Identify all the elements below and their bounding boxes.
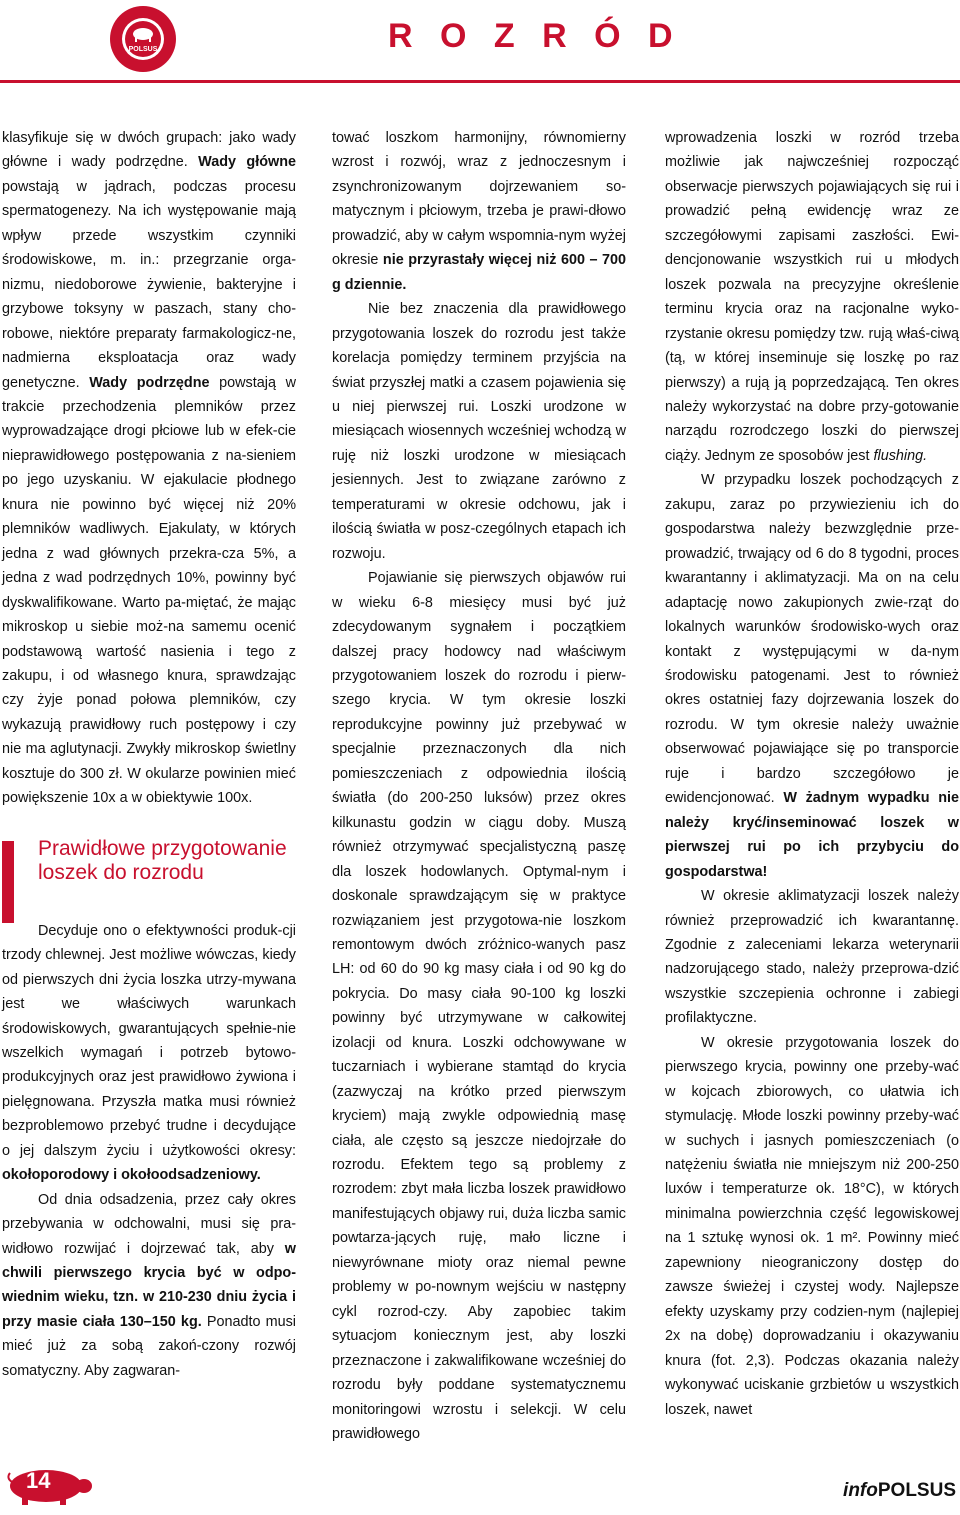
- column-2: [332, 126, 626, 1446]
- section-heading-block: [2, 837, 296, 885]
- col1-paragraph-3: Od dnia odsadzenia, przez cały okres przebywania w odchowalni, musi się pra-widłowo rozwijać i dojrzewać tak, aby w chwili pierwszego krycia być w odpo-wiednim wieku, tzn. w 210-230 dniu życia i przy masie ciała 130–150 kg. Ponadto musi mieć już za sobą zakoń-czony rozwój somatyczny. Aby zagwaran-: [2, 1191, 296, 1379]
- column-3: [665, 126, 959, 1422]
- footer-brand: [843, 1480, 956, 1502]
- logo-text: POLSUS: [128, 46, 158, 53]
- col2-paragraph-3: Pojawianie się pierwszych objawów rui w wieku 6-8 miesięcy musi być już zdecydowanym sygnałem i początkiem dalszej pracy hodowcy nad właściwym przygotowaniem loszek do rozrodu i pierw-szego krycia. W tym okresie loszki reprodukcyjne powinny już przebywać w specjalnie przeznaczonych dla nich pomieszczeniach z odpowiednia ilością światła (do 200-250 luksów) przez okres kilkunastu godzin w ciągu doby. Muszą również otrzymywać specjalistyczną paszę dla loszek hodowlanych. Optymal-nym i doskonale sprawdzającym się w praktyce rozwiązaniem jest przygotowa-nie loszkom remontowym dwóch zróżnico-wanych pasz LH: od 60 do 90 kg masy ciała i od 90 kg do pokrycia. Do masy ciała 90-100 kg loszki powinny być utrzymywane w całkowitej izolacji od knura. Loszki odchowywane w tuczarniach i wybierane stamtąd do krycia (zazwyczaj na krótko przed pierwszym kryciem) mają zwykle odpowiednią masę ciała, ale często są jeszcze niedojrzałe do rozrodu. Efektem tego są problemy z rozrodem: zbyt mała liczba loszek prawidłowo manifestujących objawy rui, duża liczba samic powtarza-jących ruję, mało liczne i niewyrównane mioty oraz niemal pewne problemy w po-nownym wejściu w następny cykl rozrod-czy. Aby zapobiec takim sytuacjom koniecznym jest, aby loszki przeznaczone i zakwalifikowane wcześniej do rozrodu były poddane systematycznemu monitoringowi wzrostu i selekcji. W celu prawidłowego: [332, 570, 626, 1443]
- page-header: [0, 0, 960, 76]
- col2-paragraph-2: Nie bez znaczenia dla prawidłowego przygotowania loszek do rozrodu jest także korelacja pomiędzy terminem przyjścia na świat przyszłej matki a czasem pojawienia się u niej pierwszej rui. Loszki urodzone w miesiącach wiosennych wcześniej wchodzą w ruję niż loszki urodzone w miesiącach jesiennych. Jest to związane zarówno z temperaturami w okresie odchowu, jak i ilością światła w posz-czególnych etapach ich rozwoju.: [332, 301, 626, 562]
- col3-paragraph-3: W okresie aklimatyzacji loszek należy również przeprowadzić ich kwarantannę. Zgodnie z zaleceniami lekarza weterynarii nadzorującego stado, należy przeprowa-dzić wszystkie szczepienia ochronne i zabiegi profilaktyczne.: [665, 888, 959, 1027]
- section-heading: Prawidłowe przygotowanie loszek do rozrodu: [38, 836, 287, 884]
- col3-paragraph-2: W przypadku loszek pochodzących z zakupu, zaraz po przywiezieniu ich do gospodarstwa należy bezwzględnie prze-prowadzić, trwający od 6 do 8 tygodni, proces kwarantanny i aklimatyzacji. Ma on na celu adaptację nowo zakupionych zwie-rząt do lokalnych warunków środowisko-wych oraz kontakt z występującymi w da-nym środowisku patogenami. Jest to również okres ostatniej fazy dojrzewania loszek do rozrodu. W tym okresie należy uważnie obserwować pojawiające się po transporcie ruje i bardzo szczegółowo je ewidencjonować. W żadnym wypadku nie należy kryć/inseminować loszek w pierwszej rui po ich przybyciu do gospodarstwa!: [665, 472, 959, 880]
- page-number: 14: [26, 1468, 51, 1493]
- col1-paragraph-2: Decyduje ono o efektywności produk-cji trzody chlewnej. Jest możliwe wówczas, kiedy od pierwszych dni życia loszka utrzy-mywana jest we właściwych warunkach środowiskowych, gwarantujących spełnie-nie wszelkich wymagań i potrzeb bytowo-produkcyjnych oraz jest prawidłowo żywiona i pielęgnowana. Przyszła matka musi również bezproblemowo przebyć trudne i decydujące o jej dalszym życiu i użytkowości okresy: okołoporodowy i okołoodsadzeniowy.: [2, 922, 296, 1184]
- brand-name: POLSUS: [877, 1480, 956, 1501]
- col3-paragraph-1: wprowadzenia loszki w rozród trzeba możliwie jak najwcześniej rozpocząć obserwacje pierwszych pojawiających się rui i prowadzić pełną ewidencję wraz ze szczegółowymi zapisami zaszłości. Ewi-dencjonowanie wszystkich rui u młodych loszek pozwala na precyzyjne określenie terminu krycia oraz na racjonalne wyko-rzystanie okresu pomiędzy tzw. rują właś-ciwą (tą, w której inseminuje się loszkę po raz pierwszy) a rują ją poprzedzającą. Ten okres należy wykorzystać na dobre przy-gotowanie narządu rozrodczego loszki do pierwszej ciąży. Jednym ze sposobów jest flushing.: [665, 130, 959, 464]
- brand-info: info: [843, 1480, 878, 1501]
- section-title: R O Z R Ó D: [388, 17, 682, 55]
- col1-paragraph-1: klasyfikuje się w dwóch grupach: jako wady główne i wady podrzędne. Wady główne powstają w jądrach, podczas procesu spermatogenezy. Na ich występowanie mają wpływ przede wszystkim czynniki środowiskowe, m. in.: przegrzanie orga-nizmu, niedoborowe żywienie, bakteryjne i grzybowe toksyny w paszach, stany cho-robowe, niektóre preparaty farmakologicz-ne, nadmierna eksploatacja oraz wady genetyczne. Wady podrzędne powstają w trakcie przechodzenia plemników przez wyprowadzające drogi płciowe lub w efek-cie nieprawidłowego postępowania z na-sieniem po jego uzyskaniu. W ejakulacie płodnego knura nie powinno być więcej niż 20% plemników wadliwych. Ejakulaty, w których jedna z wad głównych przekra-cza 5%, a jedna z wad podrzędnych 10%, powinny być dyskwalifikowane. Warto pa-miętać, że mając mikroskop u siebie moż-na samemu ocenić podstawową wartość nasienia i tego z zakupu, i od własnego knura, sprawdzając czy żyje ponad połowa plemników, czy wykazują prawidłowy ruch postępowy i czy nie ma aglutynacji. Zwykły mikroskop świetlny kosztuje do 300 zł. W okularze powinien mieć powiększenie 10x a w obiektywie 100x.: [2, 130, 296, 807]
- header-divider: [0, 80, 960, 83]
- col3-paragraph-4: W okresie przygotowania loszek do pierwszego krycia, powinny one przeby-wać w kojcach zbiorowych, co ułatwia ich stymulację. Młode loszki powinny przeby-wać w suchych i jasnych pomieszczeniach (o natężeniu światła nie mniejszym niż 200-250 luxów i temperaturze ok. 18°C), w których minimalna powierzchnia część legowiskowej na 1 sztukę wynosi ok. 1 m². Powinny mieć zapewniony nieograniczony dostęp do zawsze świeżej i czystej wody. Najlepsze efekty uzyskamy przy codzien-nym (najlepiej 2x na dobę) doprowadzaniu i okazywaniu knura (fot. 2,3). Podczas okazania należy wykonywać uciskanie grzbietów u wszystkich loszek, nawet: [665, 1034, 959, 1418]
- col2-paragraph-1: tować loszkom harmonijny, równomierny wzrost i rozwój, wraz z jednoczesnym i zsynchronizowanym dojrzewaniem so-matycznym i płciowym, trzeba je prawi-dłowo prowadzić, aby w całym wspomnia-nym wyżej okresie nie przyrastały więcej niż 600 – 700 g dziennie.: [332, 130, 626, 293]
- column-1: [2, 126, 296, 1383]
- page-number-badge: [4, 1466, 94, 1506]
- polsus-logo: [103, 4, 183, 74]
- heading-accent-bar: [2, 841, 14, 923]
